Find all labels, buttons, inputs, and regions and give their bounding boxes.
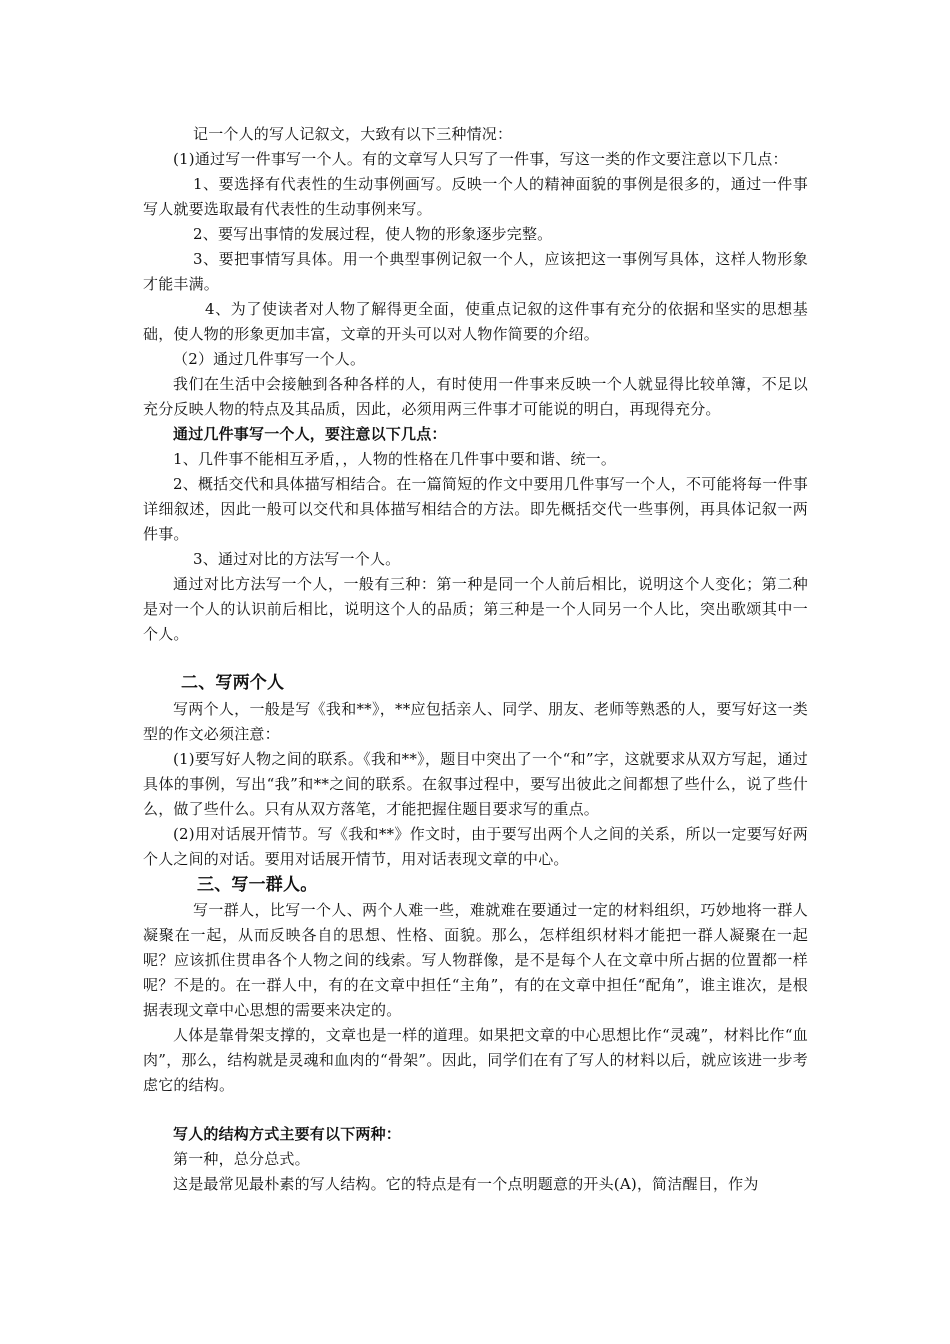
- paragraph-case-2-note-1: 1、几件事不能相互矛盾，，人物的性格在几件事中要和谐、统一。: [173, 450, 617, 468]
- section-heading-two-people: 二、写两个人: [181, 673, 285, 693]
- paragraph-two-people-intro: 写两个人，一般是写《我和**》，**应包括亲人、同学、朋友、老师等熟悉的人，要写好这一类型的作文必须注意：: [143, 700, 808, 743]
- paragraph-structure-type-1: 第一种，总分总式。: [173, 1150, 310, 1168]
- paragraph-contrast-body: 通过对比方法写一个人，一般有三种：第一种是同一个人前后相比，说明这个人变化；第二种是对一个人的认识前后相比，说明这个人的品质；第三种是一个人同另一个人比，突出歌颂其中一个人。: [143, 575, 808, 643]
- paragraph-case-2-body: 我们在生活中会接触到各种各样的人，有时使用一件事来反映一个人就显得比较单簿，不足以充分反映人物的特点及其品质，因此，必须用两三件事才可能说的明白，再现得充分。: [143, 375, 808, 418]
- paragraph-case-1-heading: (1)通过写一件事写一个人。有的文章写人只写了一件事，写这一类的作文要注意以下几点：: [173, 150, 788, 168]
- paragraph-point-1: 1、要选择有代表性的生动事例画写。反映一个人的精神面貌的事例是很多的，通过一件事写人就要选取最有代表性的生动事例来写。: [143, 175, 808, 218]
- paragraph-point-2: 2、要写出事情的发展过程，使人物的形象逐步完整。: [193, 225, 553, 243]
- paragraph-case-2-note-2: 2、概括交代和具体描写相结合。在一篇简短的作文中要用几件事写一个人，不可能将每一件事详细叙述，因此一般可以交代和具体描写相结合的方法。即先概括交代一些事例，再具体记叙一两件事。: [143, 475, 808, 543]
- paragraph-two-people-point-2: (2)用对话展开情节。写《我和**》作文时，由于要写出两个人之间的关系，所以一定要写好两个人之间的对话。要用对话展开情节，用对话表现文章的中心。: [143, 825, 808, 868]
- paragraph-two-people-point-1: (1)要写好人物之间的联系。《我和**》，题目中突出了一个“和”字，这就要求从双方写起，通过具体的事例，写出“我”和**之间的联系。在叙事过程中，要写出彼此之间都想了些什么，说了些什么，做了些什么。只有从双方落笔，才能把握住题目要求写的重点。: [143, 750, 808, 818]
- paragraph-point-4: 4、为了使读者对人物了解得更全面，使重点记叙的这件事有充分的依据和坚实的思想基础，使人物的形象更加丰富，文章的开头可以对人物作简要的介绍。: [143, 300, 808, 343]
- paragraph-case-2-heading: （2）通过几件事写一个人。: [173, 350, 366, 368]
- paragraph-spacer: [143, 647, 808, 669]
- document-body: [143, 122, 808, 1197]
- section-heading-group: 三、写一群人。: [197, 875, 318, 895]
- paragraph-intro: 记一个人的写人记叙文，大致有以下三种情况：: [193, 125, 513, 143]
- paragraph-structure-intro: 人体是靠骨架支撑的，文章也是一样的道理。如果把文章的中心思想比作“灵魂”，材料比作“血肉”，那么，结构就是灵魂和血肉的“骨架”。因此，同学们在有了写人的材料以后，就应该进一步考虑它的结构。: [143, 1026, 808, 1094]
- paragraph-structure-heading: 写人的结构方式主要有以下两种：: [173, 1125, 402, 1143]
- paragraph-group-body: 写一群人，比写一个人、两个人难一些，难就难在要通过一定的材料组织，巧妙地将一群人凝聚在一起，从而反映各自的思想、性格、面貌。那么，怎样组织材料才能把一群人凝聚在一起呢？应该抓住贯串各个人物之间的线索。写人物群像，是不是每个人在文章中所占据的位置都一样呢？不是的。在一群人中，有的在文章中担任“主角”，有的在文章中担任“配角”，谁主谁次，是根据表现文章中心思想的需要来决定的。: [143, 901, 808, 1019]
- paragraph-case-2-notes-heading: 通过几件事写一个人，要注意以下几点：: [173, 425, 447, 443]
- paragraph-spacer: [143, 1098, 808, 1122]
- paragraph-case-2-note-3: 3、通过对比的方法写一个人。: [193, 550, 401, 568]
- paragraph-point-3: 3、要把事情写具体。用一个典型事例记叙一个人，应该把这一事例写具体，这样人物形象才能丰满。: [143, 250, 808, 293]
- paragraph-structure-type-1-body: 这是最常见最朴素的写人结构。它的特点是有一个点明题意的开头(A)，简洁醒目，作为: [173, 1175, 759, 1193]
